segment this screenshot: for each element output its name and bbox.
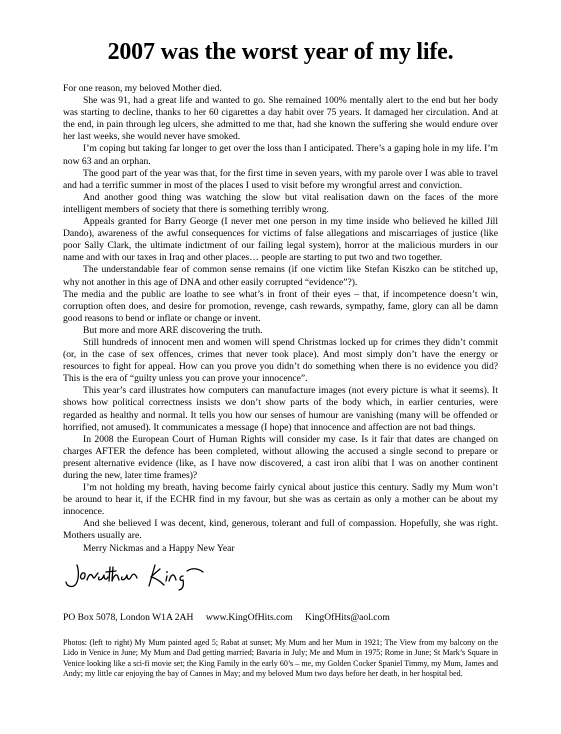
paragraph: The good part of the year was that, for the first time in seven years, with my parole over I was able to travel and had a terrific summer in most of the places I used to visit before my wrongful arrest and conviction. [63,167,498,191]
paragraph: And she believed I was decent, kind, generous, tolerant and full of compassion. Hopefully, she was right. Mothers usually are. [63,518,498,542]
paragraph: In 2008 the European Court of Human Rights will consider my case. Is it fair that dates are changed on charges AFTER the defence has been completed, without allowing the accused a single second to prepare or present alternative evidence (like, as I have now discovered, a cast iron alibi that I was on another continent during the new, later time frames)? [63,433,498,481]
letter-body [63,83,498,555]
paragraph: For one reason, my beloved Mother died. [63,83,222,94]
photo-caption: Photos: (left to right) My Mum painted aged 5; Rabat at sunset; My Mum and her Mum in 1921; The View from my balcony on the Lido in Venice in June; My Mum and Dad getting married; Bavaria in July; Me and Mum in 1975; Rome in June; St Mark’s Square in Venice looking like a sci-fi movie set; the King Family in the early 60’s – me, my Golden Cocker Spaniel Timmy, my Mum, James and Andy; my little car enjoying the bay of Cannes in May; and my beloved Mum two days before her death, in her hospital bed. [63,637,498,679]
page-title: 2007 was the worst year of my life. [107,39,454,65]
website-link[interactable]: www.KingOfHits.com [205,611,293,623]
postal-address: PO Box 5078, London W1A 2AH [63,611,194,623]
paragraph: I’m not holding my breath, having become fairly cynical about justice this century. Sadly my Mum won’t be around to hear it, if the ECHR find in my favour, but she was as certain as only a mother can be about my innocence. [63,482,498,518]
paragraph: Appeals granted for Barry George (I never met one person in my time inside who believed he killed Jill Dando), awareness of the awful consequences for victims of false allegations and miscarriages of justice (like poor Sally Clark, the ultimate indictment of our failing legal system), horror at the malicious murders in our name and with our taxes in Iraq and other places… people are starting to put two and two together. [63,216,498,264]
signature-image [63,559,223,591]
email-link[interactable]: KingOfHits@aol.com [305,611,390,623]
paragraph: This year’s card illustrates how computers can manufacture images (not every picture is what it seems). It shows how political correctness insists we don’t show parts of the body which, in earlier centuries, were regarded as healthy and normal. It tells you how our senses of humour are vanishing (many will be offended or horrified, not amused). It communicates a message (I hope) that innocence and affection are not bad things. [63,385,498,433]
contact-line [63,612,498,624]
paragraph: I’m coping but taking far longer to get over the loss than I anticipated. There’s a gaping hole in my life. I’m now 63 and an orphan. [63,143,498,167]
paragraph: The media and the public are loathe to see what’s in front of their eyes – that, if incompetence doesn’t win, corruption often does, and desire for promotion, revenge, cash rewards, sympathy, fame, glory can all be damn good reasons to bend or inflate or change or invent. [63,288,498,324]
paragraph: But more and more ARE discovering the truth. [83,324,263,336]
paragraph: Merry Nickmas and a Happy New Year [83,542,235,554]
paragraph: And another good thing was watching the slow but vital realisation dawn on the faces of the more intelligent members of society that there is something terribly wrong. [63,191,498,215]
paragraph: She was 91, had a great life and wanted to go. She remained 100% mentally alert to the end but her body was starting to decline, thanks to her 60 cigarettes a day habit over 75 years. It damaged her circulation. And at the end, in pain through leg ulcers, she admitted to me that, had she known the suffering she would endure over her last weeks, she would never have smoked. [63,95,498,143]
paragraph: The understandable fear of common sense remains (if one victim like Stefan Kiszko can be stitched up, why not another in this age of DNA and other easily corrupted “evidence”?). [63,264,498,288]
paragraph: Still hundreds of innocent men and women will spend Christmas locked up for crimes they didn’t commit (or, in the case of sex offences, crimes that never took place). And most simply don’t have the energy or resources to fight for appeal. How can you prove you didn’t do something when there is no evidence you did? This is the era of “guilty unless you can prove your innocence”. [63,336,498,385]
